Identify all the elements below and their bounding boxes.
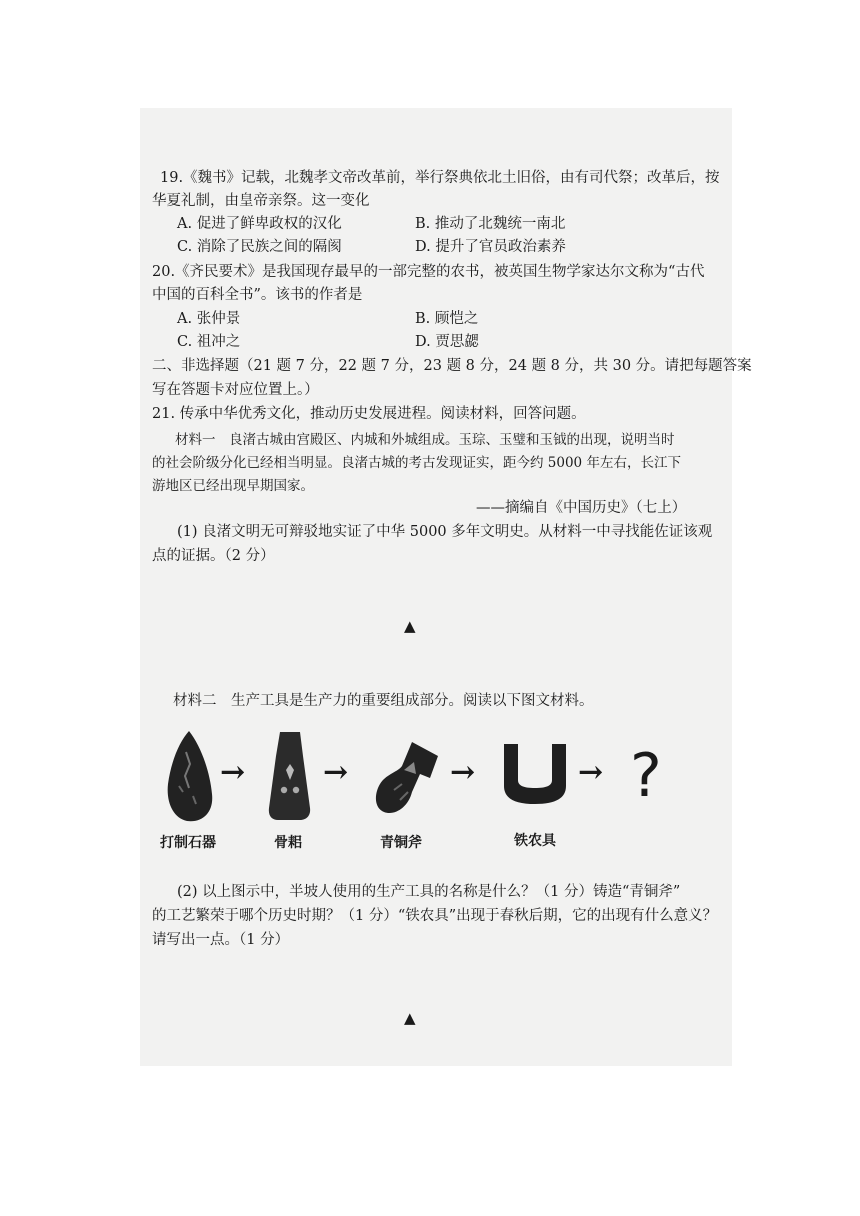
q19-option-c: C. 消除了民族之间的隔阂 bbox=[177, 239, 342, 255]
bone-spade-icon bbox=[266, 730, 314, 822]
answer-space-mark: ▲ bbox=[404, 617, 416, 635]
iron-farm-tool-icon bbox=[500, 742, 570, 806]
material1-line3: 游地区已经出现早期国家。 bbox=[152, 478, 314, 494]
tool-label-bronze: 青铜斧 bbox=[380, 835, 422, 851]
sub2-line1: (2) 以上图示中，半坡人使用的生产工具的名称是什么？（1 分）铸造“青铜斧” bbox=[177, 884, 681, 900]
unknown-tool-question-mark: ? bbox=[630, 741, 662, 811]
q21-intro: 21. 传承中华优秀文化，推动历史发展进程。阅读材料，回答问题。 bbox=[152, 406, 586, 422]
q20-option-b: B. 顾恺之 bbox=[415, 311, 479, 327]
bronze-axe-icon bbox=[372, 738, 444, 820]
answer-space-mark-2: ▲ bbox=[404, 1009, 416, 1027]
q19-option-d: D. 提升了官员政治素养 bbox=[415, 239, 566, 255]
material1-source: ——摘编自《中国历史》（七上） bbox=[476, 500, 687, 516]
section2-heading-line1: 二、非选择题（21 题 7 分，22 题 7 分，23 题 8 分，24 题 8 分，共 30 分。请把每题答案 bbox=[152, 358, 752, 374]
q19-stem-line2: 华夏礼制，由皇帝亲祭。这一变化 bbox=[152, 193, 370, 209]
tool-label-iron: 铁农具 bbox=[514, 833, 556, 849]
sub1-line2: 点的证据。（2 分） bbox=[152, 548, 275, 564]
arrow-4: → bbox=[578, 755, 604, 790]
sub2-line2: 的工艺繁荣于哪个历史时期？（1 分）“铁农具”出现于春秋后期，它的出现有什么意义？ bbox=[152, 908, 718, 924]
q20-option-a: A. 张仲景 bbox=[177, 311, 241, 327]
sub2-line3: 请写出一点。（1 分） bbox=[152, 932, 290, 948]
arrow-3: → bbox=[450, 755, 476, 790]
tool-label-bone: 骨耜 bbox=[274, 835, 302, 851]
q20-option-c: C. 祖冲之 bbox=[177, 334, 241, 350]
arrow-1: → bbox=[220, 755, 246, 790]
q19-option-b: B. 推动了北魏统一南北 bbox=[415, 216, 566, 232]
sub1-line1: (1) 良渚文明无可辩驳地实证了中华 5000 多年文明史。从材料一中寻找能佐证该观 bbox=[177, 524, 713, 540]
q20-stem-line1: 20.《齐民要术》是我国现存最早的一部完整的农书，被英国生物学家达尔文称为“古代 bbox=[152, 264, 705, 280]
material1-line2: 的社会阶级分化已经相当明显。良渚古城的考古发现证实，距今约 5000 年左右，长江下 bbox=[152, 455, 681, 471]
chipped-stone-tool-icon bbox=[163, 728, 217, 824]
section2-heading-line2: 写在答题卡对应位置上。） bbox=[152, 382, 319, 398]
q20-option-d: D. 贾思勰 bbox=[415, 334, 479, 350]
q20-stem-line2: 中国的百科全书”。该书的作者是 bbox=[152, 287, 363, 303]
material1-line1: 材料一 良渚古城由宫殿区、内城和外城组成。玉琮、玉璧和玉钺的出现，说明当时 bbox=[175, 432, 675, 448]
tool-label-stone: 打制石器 bbox=[160, 835, 216, 851]
material2-line: 材料二 生产工具是生产力的重要组成部分。阅读以下图文材料。 bbox=[173, 693, 594, 709]
q19-option-a: A. 促进了鲜卑政权的汉化 bbox=[177, 216, 342, 232]
arrow-2: → bbox=[323, 755, 349, 790]
q19-stem-line1: 19.《魏书》记载，北魏孝文帝改革前，举行祭典依北土旧俗，由有司代祭；改革后，按 bbox=[160, 170, 720, 186]
